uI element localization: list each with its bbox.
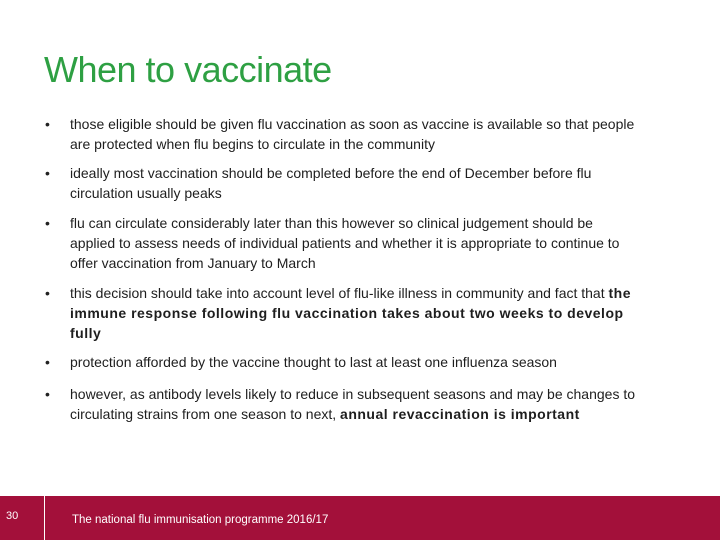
bullet-text-plain: ideally most vaccination should be completed before the end of December before flu circulation usually peaks [70, 165, 592, 201]
bullet-marker: • [45, 354, 50, 370]
bullet-marker: • [45, 165, 50, 181]
bullet-text [70, 283, 640, 343]
bullet-text [70, 213, 640, 273]
bullet-text-emphasis: annual revaccination is important [340, 406, 580, 422]
footer-divider [44, 496, 45, 540]
bullet-text-plain: this decision should take into account level of flu-like illness in community and fact that [70, 285, 609, 301]
bullet-text [70, 352, 640, 372]
bullet-marker: • [45, 285, 50, 301]
bullet-text-plain: those eligible should be given flu vaccination as soon as vaccine is available so that people are protected when flu begins to circulate in the community [70, 116, 635, 152]
bullet-text [70, 114, 640, 154]
bullet-text-plain: flu can circulate considerably later than this however so clinical judgement should be applied to assess needs of individual patients and whether it is appropriate to continue to offer vaccination from January to March [70, 215, 620, 271]
slide-title: When to vaccinate [44, 49, 332, 90]
bullet-marker: • [45, 215, 50, 231]
footer-band [0, 496, 720, 540]
bullet-text-emphasis: the immune response following flu vaccination takes about two weeks to develop fully [70, 285, 632, 341]
bullet-text-plain: protection afforded by the vaccine thought to last at least one influenza season [70, 354, 557, 370]
bullet-text-plain: however, as antibody levels likely to reduce in subsequent seasons and may be changes to circulating strains from one season to next, [70, 386, 636, 422]
page-number: 30 [6, 510, 19, 522]
footer-programme-title: The national flu immunisation programme 2016/17 [72, 514, 329, 526]
bullet-text [70, 384, 640, 424]
bullet-text [70, 163, 640, 203]
bullet-marker: • [45, 116, 50, 132]
bullet-marker: • [45, 386, 50, 402]
